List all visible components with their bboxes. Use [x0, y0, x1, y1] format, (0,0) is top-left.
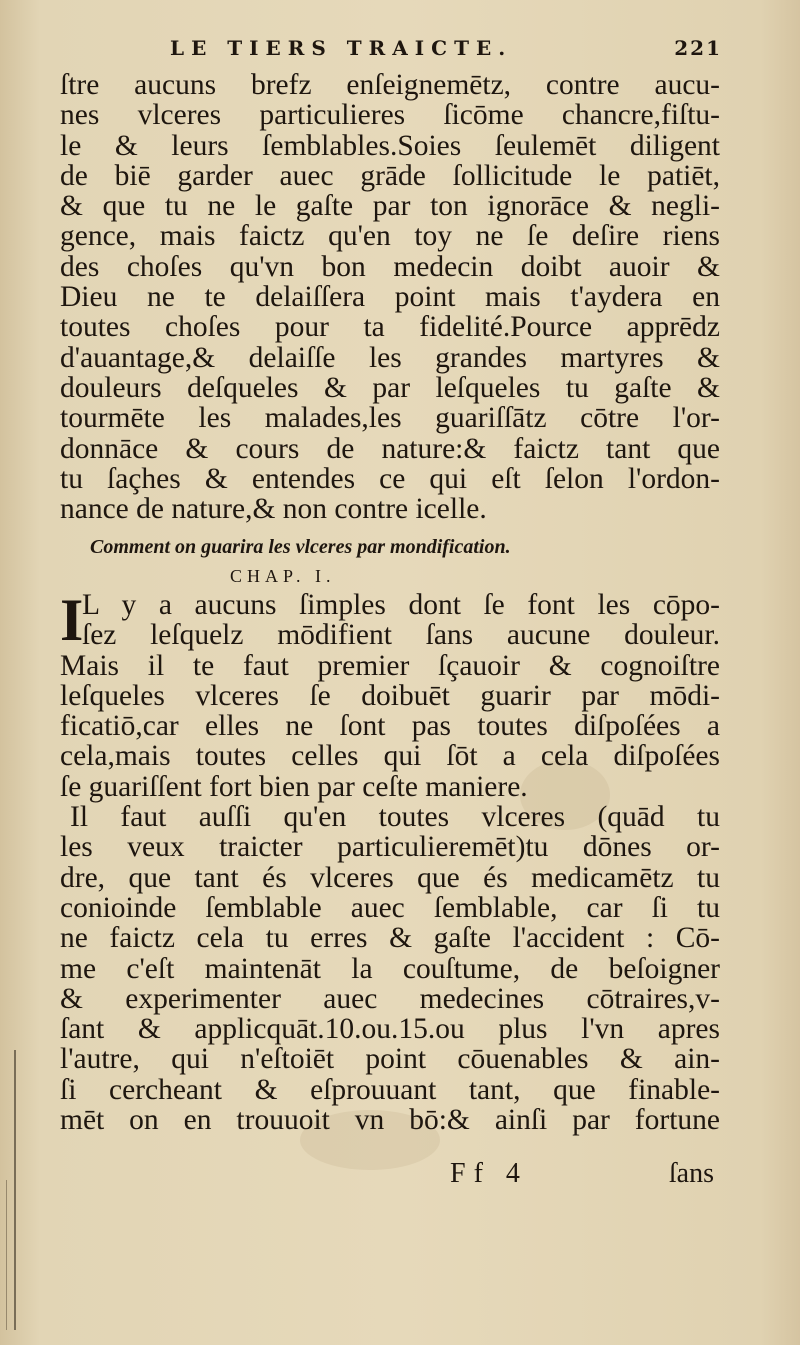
chapter-heading: Comment on guarira les vlceres par mondification.: [90, 536, 511, 558]
text-line: nance de nature,& non contre icelle.: [60, 493, 487, 526]
text-line: tourmēte les malades,les guariſſātz cōtre l'or-: [60, 402, 720, 435]
text-line: ſant & applicquāt.10.ou.15.ou plus l'vn apres: [60, 1013, 720, 1046]
text-line: donnāce & cours de nature:& faictz tant que: [60, 432, 720, 465]
text-line: d'auantage,& delaiſſe les grandes martyres &: [60, 341, 720, 374]
text-line: ne faictz cela tu erres & gaſte l'accident : Cō-: [60, 922, 720, 955]
drop-cap: I: [60, 587, 84, 653]
text-line: conioinde ſemblable auec ſemblable, car ſi tu: [60, 891, 720, 924]
text-line: le & leurs ſemblables.Soies ſeulemēt diligent: [60, 129, 720, 162]
catchword: ſans: [668, 1158, 714, 1189]
paragraph-2: [60, 587, 720, 1137]
text-line: l'autre, qui n'eſtoiēt point cōuenables & ain-: [60, 1043, 720, 1076]
text-line: Il faut auſſi qu'en toutes vlceres (quād tu: [70, 801, 720, 834]
text-line: toutes choſes pour ta fidelité.Pource apprēdz: [60, 311, 720, 344]
text-line: ſtre aucuns brefz enſeignemētz, contre aucu-: [60, 69, 720, 101]
folio-number: 221: [674, 36, 722, 60]
text-line: nes vlceres particulieres ſicōme chancre,fiſtu-: [60, 99, 720, 132]
text-line: tu ſaçhes & entendes ce qui eſt ſelon l'ordon-: [60, 462, 720, 495]
text-line: & que tu ne le gaſte par ton ignorāce & negli-: [60, 190, 720, 223]
text-line: L y a aucuns ſimples dont ſe font les cōpo-: [82, 589, 720, 621]
text-line: Dieu ne te delaiſſera point mais t'aydera en: [60, 281, 720, 314]
text-line: les veux traicter particulieremēt)tu dōnes or-: [60, 831, 720, 864]
paragraph-1: [60, 70, 720, 524]
text-line: gence, mais faictz qu'en toy ne ſe deſire riens: [60, 220, 720, 253]
text-line: des choſes qu'vn bon medecin doibt auoir &: [60, 250, 720, 283]
text-line: ficatiō,car elles ne ſont pas toutes diſpoſées a: [60, 710, 720, 743]
page-header: [60, 30, 720, 62]
page-edge-mark: [6, 1180, 7, 1330]
page-edge-mark: [14, 1050, 16, 1330]
running-title: LE TIERS TRAICTE.: [170, 36, 513, 60]
text-line: & experimenter auec medecines cōtraires,v-: [60, 982, 720, 1015]
text-line: ſez leſquelz mōdifient ſans aucune douleur.: [82, 619, 720, 652]
text-line: Mais il te faut premier ſçauoir & cognoiſtre: [60, 649, 720, 682]
signature-mark: Ff 4: [450, 1158, 528, 1189]
text-line: cela,mais toutes celles qui ſōt a cela diſpoſées: [60, 740, 720, 773]
text-line: de biē garder auec grāde ſollicitude le patiēt,: [60, 159, 720, 192]
text-line: mēt on en trouuoit vn bō:& ainſi par fortune: [60, 1104, 720, 1137]
chapter-label: CHAP. I.: [230, 566, 336, 586]
text-line: leſqueles vlceres ſe doibuēt guarir par mōdi-: [60, 679, 720, 712]
text-line: ſi cercheant & eſprouuant tant, que finable-: [60, 1073, 720, 1106]
text-line: ſe guariſſent fort bien par ceſte maniere.: [60, 770, 528, 803]
text-line: douleurs deſqueles & par leſqueles tu gaſte &: [60, 371, 720, 404]
page-footer: [60, 1158, 720, 1192]
text-line: dre, que tant és vlceres que és medicamētz tu: [60, 861, 720, 894]
text-line: me c'eſt maintenāt la couſtume, de beſoigner: [60, 952, 720, 985]
